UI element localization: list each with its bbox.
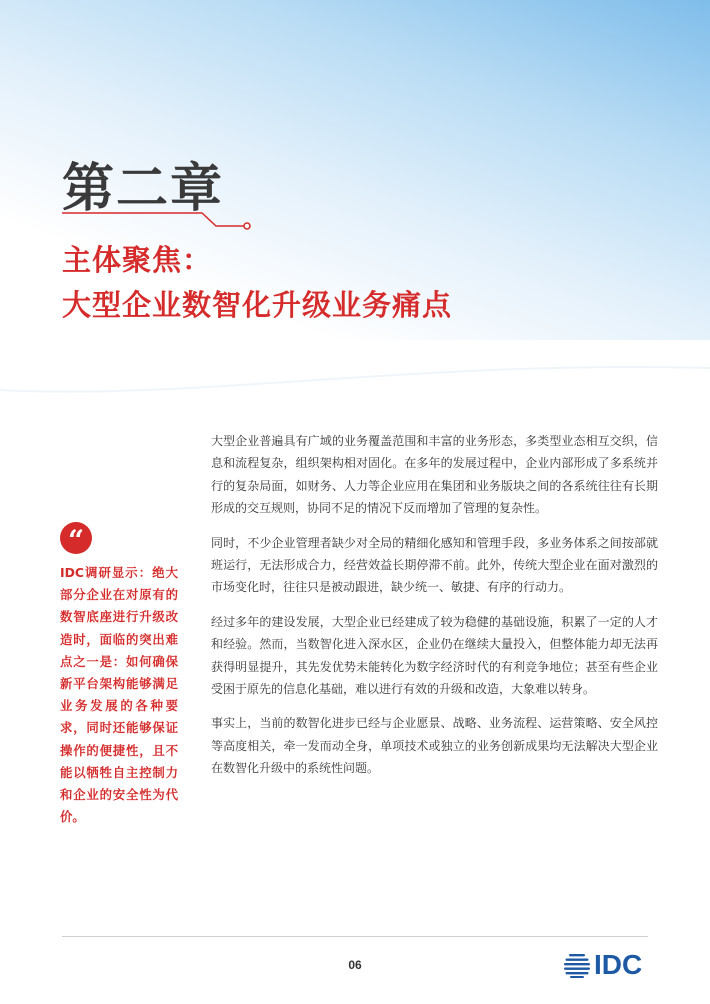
body-paragraph: 经过多年的建设发展，大型企业已经建成了较为稳健的基础设施，积累了一定的人才和经验。然而，当数智化进入深水区，企业仍在继续大量投入，但整体能力却无法再获得明显提升，其先发优势未能转化为数字经济时代的有利竞争地位；甚至有些企业受困于原先的信息化基础，难以进行有效的升级和改造，大象难以转身。 [211,614,658,697]
idc-logo-text: IDC [594,949,643,980]
quote-mark-icon: “ [60,522,92,554]
body-paragraph: 大型企业普遍具有广域的业务覆盖范围和丰富的业务形态，多类型业态相互交织，信息和流程复杂，组织架构相对固化。在多年的发展过程中，企业内部形成了多系统并行的复杂局面，如财务、人力等企业应用在集团和业务版块之间的各系统往往有长期形成的交互规则，协同不足的情况下反而增加了管理的复杂性。 [211,434,658,516]
idc-globe-icon [563,951,591,979]
page-number: 06 [348,958,362,972]
pull-quote: IDC调研显示：绝大部分企业在对原有的数智底座进行升级改造时，面临的突出难点之一是：如何确保新平台架构能够满足业务发展的各种要求，同时还能够保证操作的便捷性，且不能以牺牲自主控制力和企业的安全性为代价。 [60,565,178,825]
chapter-subtitle-line2: 大型企业数智化升级业务痛点 [62,288,453,322]
body-paragraph: 事实上，当前的数智化进步已经与企业愿景、战略、业务流程、运营策略、安全风控等高度相关，牵一发而动全身，单项技术或独立的业务创新成果均无法解决大型企业在数智化升级中的系统性问题。 [211,716,658,776]
footer-divider [62,936,648,937]
body-text-column [211,430,658,792]
chapter-subtitle-line1: 主体聚焦： [62,243,213,277]
chapter-title: 第二章 [62,159,225,219]
body-paragraph: 同时，不少企业管理者缺少对全局的精细化感知和管理手段，多业务体系之间按部就班运行，无法形成合力，经营效益长期停滞不前。此外，传统大型企业在面对激烈的市场变化时，往往只是被动跟进，缺少统一、敏捷、有序的行动力。 [211,535,658,595]
idc-logo [563,949,651,981]
title-underline-decoration [62,210,252,230]
